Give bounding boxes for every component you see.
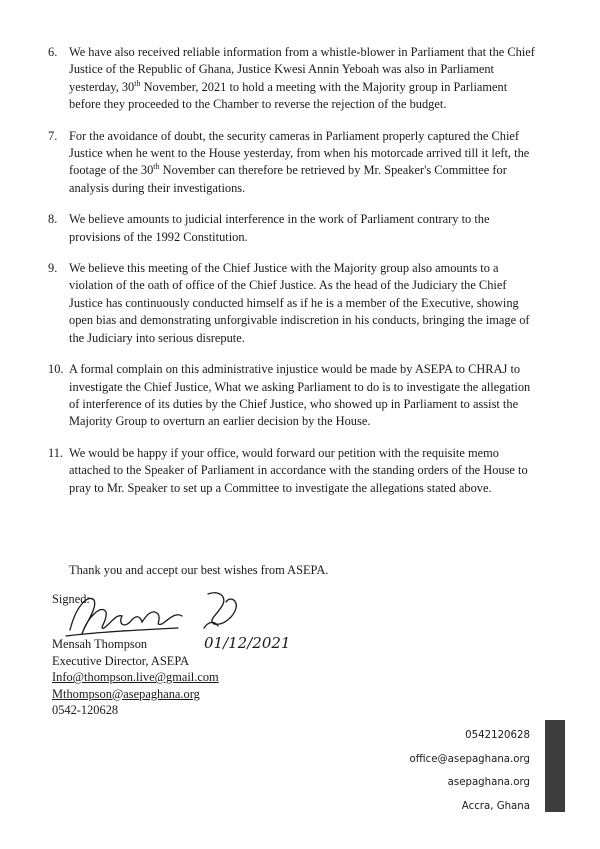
handwritten-date: 01/12/2021 <box>204 634 291 652</box>
closing-line: Thank you and accept our best wishes from ASEPA. <box>69 563 329 577</box>
item-number: 10. <box>48 362 64 377</box>
item-number: 7. <box>48 128 58 143</box>
footer-phone: 0542120628 <box>465 730 530 741</box>
signed-label: Signed: <box>52 592 90 606</box>
signatory-title: Executive Director, ASEPA <box>52 653 190 668</box>
item-text: We would be happy if your office, would forward our petition with the requisite memo attached to the Speaker of Parliament in accordance with the standing orders of the House to pray to Mr. Speaker to set up a Committee to investigate the allegations stated above. <box>69 445 528 495</box>
signatory-email-2[interactable]: Mthompson@asepaghana.org <box>52 686 200 701</box>
footer-location: Accra, Ghana <box>461 800 530 812</box>
item-number: 11. <box>48 445 64 460</box>
item-text: A formal complain on this administrative injustice would be made by ASEPA to CHRAJ to investigate the Chief Justice, What we asking Parliament to do is to investigate the allegation of interference of its duties by the Chief Justice, who showed up in Parliament to assist the Majority Group to overturn an earlier decision by the House. <box>69 362 531 429</box>
signatory-details <box>52 636 219 719</box>
item-text: For the avoidance of doubt, the security cameras in Parliament properly captured the Chief Justice when he went to the House yesterday, from when his motorcade arrived till it left, the footage of the 30th November can therefore be retrieved by Mr. Speaker's Committee for analysis during their investigations. <box>69 128 530 195</box>
list-item <box>48 44 538 114</box>
numbered-list <box>48 44 538 511</box>
footer-accent-bar <box>545 720 565 812</box>
list-item <box>48 445 538 497</box>
list-item <box>48 211 538 246</box>
item-text: We believe amounts to judicial interference in the work of Parliament contrary to the provisions of the 1992 Constitution. <box>69 212 490 244</box>
signatory-phone: 0542-120628 <box>52 703 119 717</box>
footer-email: office@asepaghana.org <box>409 753 530 765</box>
letterhead-footer <box>410 724 530 818</box>
item-number: 9. <box>48 261 58 276</box>
signatory-email-1[interactable]: Info@thompson.live@gmail.com <box>52 670 219 684</box>
item-text: We believe this meeting of the Chief Justice with the Majority group also amounts to a violation of the oath of office of the Chief Justice. As the head of the Judiciary the Chief Justice has continuously conducted himself as if he is a member of the Executive, showing open bias and demonstrating unforgivable indiscretion in his conducts, bringing the image of the Judiciary into serious disrepute. <box>69 261 530 345</box>
item-text: We have also received reliable information from a whistle-blower in Parliament that the Chief Justice of the Republic of Ghana, Justice Kwesi Annin Yeboah was also in Parliament yesterday, 30th November, 2021 to hold a meeting with the Majority group in Parliament before they proceeded to the Chamber to reverse the rejection of the budget. <box>69 45 535 112</box>
list-item <box>48 128 538 198</box>
signatory-name: Mensah Thompson <box>52 637 148 651</box>
item-number: 8. <box>48 212 58 227</box>
footer-website: asepaghana.org <box>447 777 530 788</box>
item-number: 6. <box>48 45 58 59</box>
list-item <box>48 361 538 431</box>
list-item <box>48 260 538 347</box>
